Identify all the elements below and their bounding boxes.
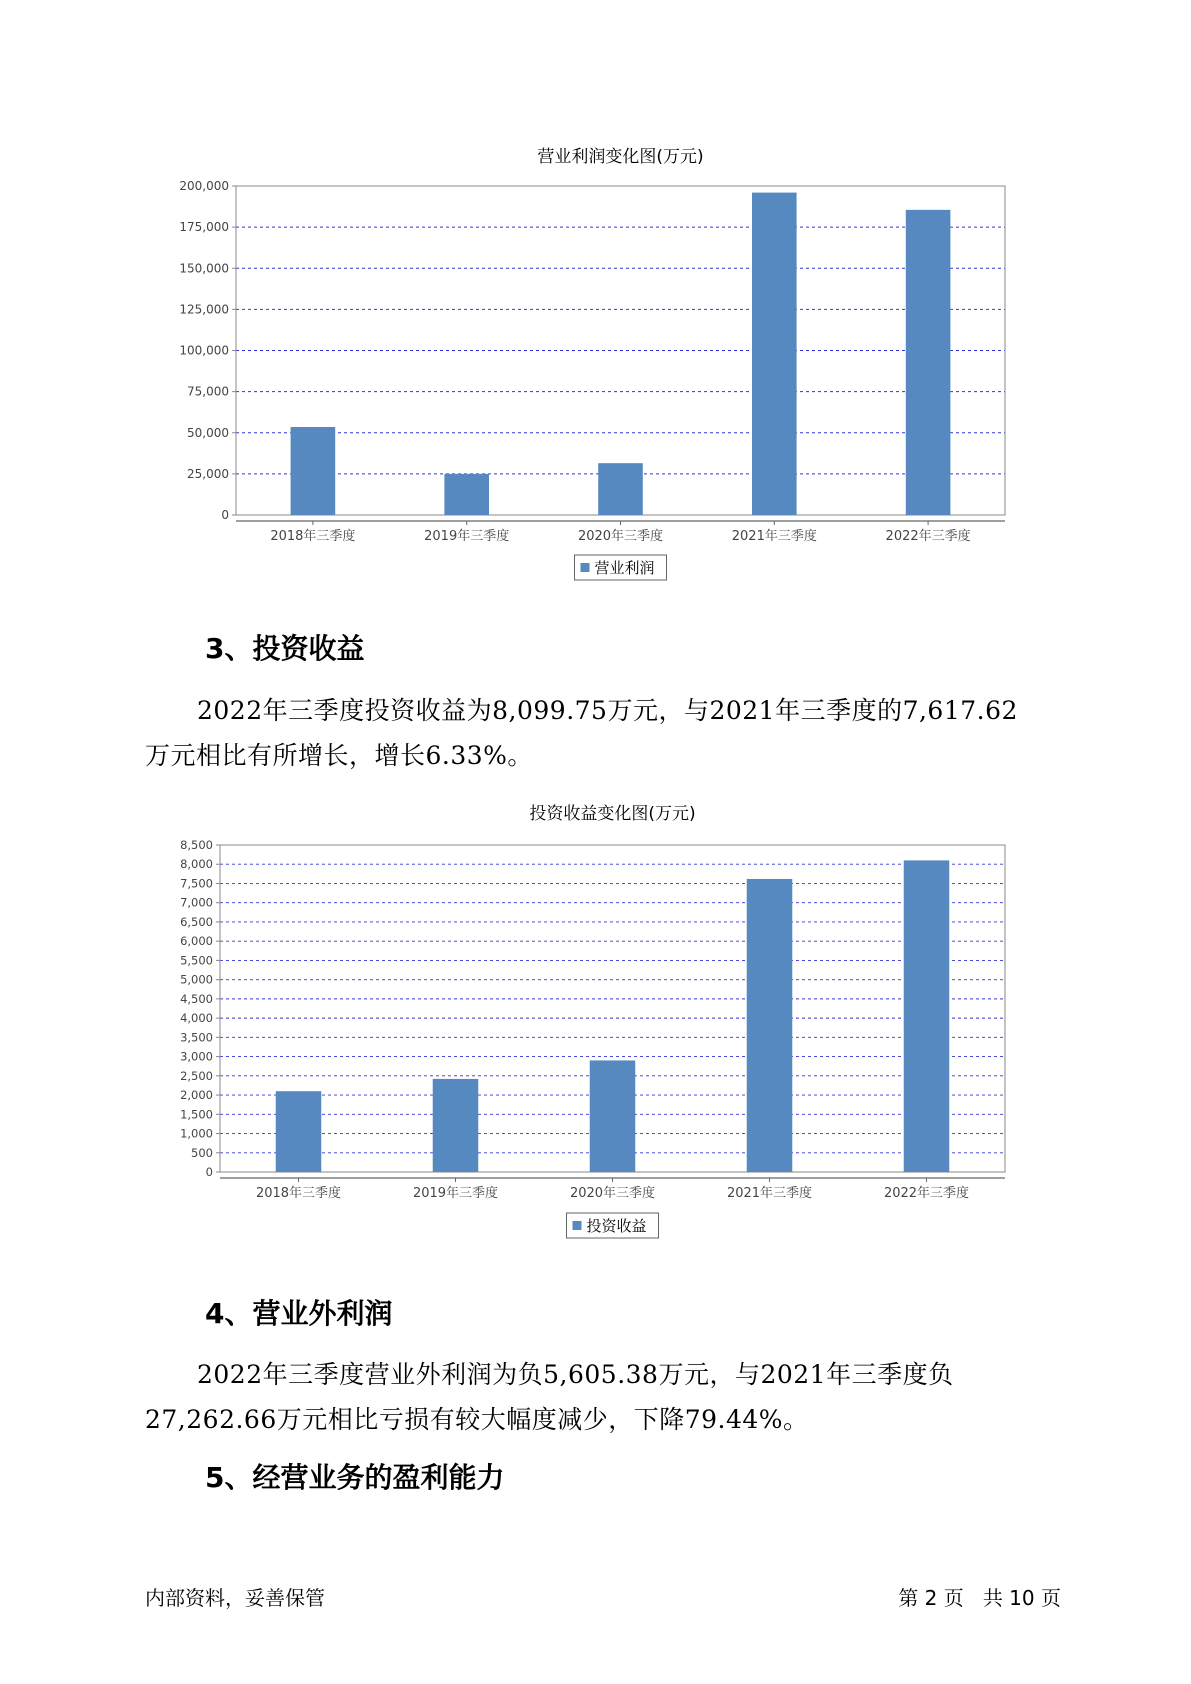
section-4-heading: 4、营业外利润 (205, 1297, 393, 1330)
section-4-paragraph (145, 1352, 1045, 1442)
y-tick-label: 75,000 (187, 384, 229, 399)
y-tick-label: 8,000 (180, 857, 213, 872)
bar (904, 860, 950, 1172)
legend-swatch (573, 1221, 582, 1230)
x-tick-label: 2020年三季度 (577, 529, 664, 544)
paragraph-line: 2022年三季度营业外利润为负5,605.38万元，与2021年三季度负 (197, 1360, 954, 1389)
y-tick-label: 3,000 (180, 1049, 213, 1064)
legend-label: 投资收益 (586, 1217, 647, 1235)
y-tick-label: 50,000 (187, 425, 229, 440)
x-tick-label: 2022年三季度 (885, 529, 971, 544)
y-tick-label: 500 (191, 1145, 213, 1160)
bar (433, 1079, 479, 1172)
x-tick-label: 2021年三季度 (731, 529, 817, 544)
section-3-heading: 3、投资收益 (205, 632, 365, 665)
x-tick-label: 2022年三季度 (883, 1186, 970, 1201)
y-tick-label: 200,000 (179, 179, 229, 193)
y-tick-label: 100,000 (179, 343, 229, 358)
y-tick-label: 175,000 (179, 220, 229, 235)
y-tick-label: 2,500 (180, 1068, 213, 1083)
x-tick-label: 2018年三季度 (270, 529, 356, 544)
bar (590, 1060, 636, 1172)
bar (276, 1091, 322, 1172)
legend-label: 营业利润 (594, 559, 655, 577)
x-tick-label: 2019年三季度 (424, 529, 510, 544)
x-tick-label: 2021年三季度 (726, 1186, 813, 1201)
y-tick-label: 6,000 (180, 934, 213, 949)
footer-confidential-note: 内部资料，妥善保管 (145, 1586, 325, 1610)
y-tick-label: 6,500 (180, 914, 213, 929)
y-tick-label: 2,000 (180, 1088, 213, 1103)
y-tick-label: 25,000 (187, 466, 229, 481)
y-tick-label: 125,000 (179, 302, 229, 317)
y-tick-label: 1,500 (180, 1107, 213, 1122)
section-3-paragraph (145, 688, 1045, 778)
y-tick-label: 5,500 (180, 953, 213, 968)
y-tick-label: 7,000 (180, 895, 213, 910)
y-tick-label: 5,000 (180, 972, 213, 987)
y-tick-label: 8,500 (180, 838, 213, 852)
x-tick-label: 2018年三季度 (255, 1186, 342, 1201)
chart-title: 投资收益变化图(万元) (529, 804, 696, 824)
paragraph-line: 27,262.66万元相比亏损有较大幅度减少，下降79.44%。 (145, 1405, 809, 1434)
bar (747, 879, 793, 1172)
y-tick-label: 150,000 (179, 261, 229, 276)
y-tick-label: 7,500 (180, 876, 213, 891)
paragraph-line: 2022年三季度投资收益为8,099.75万元，与2021年三季度的7,617.62 (197, 696, 1018, 725)
y-tick-label: 4,000 (180, 1011, 213, 1026)
y-tick-label: 0 (205, 1165, 213, 1179)
x-tick-label: 2019年三季度 (412, 1186, 499, 1201)
y-tick-label: 3,500 (180, 1030, 213, 1045)
chart-title: 营业利润变化图(万元) (537, 147, 704, 167)
y-tick-label: 0 (221, 508, 229, 522)
y-tick-label: 4,500 (180, 991, 213, 1006)
footer-page-number: 第 2 页 共 10 页 (898, 1586, 1061, 1610)
section-5-heading: 5、经营业务的盈利能力 (205, 1461, 505, 1494)
y-tick-label: 1,000 (180, 1126, 213, 1141)
paragraph-line: 万元相比有所增长，增长6.33%。 (145, 741, 533, 770)
x-tick-label: 2020年三季度 (569, 1186, 656, 1201)
